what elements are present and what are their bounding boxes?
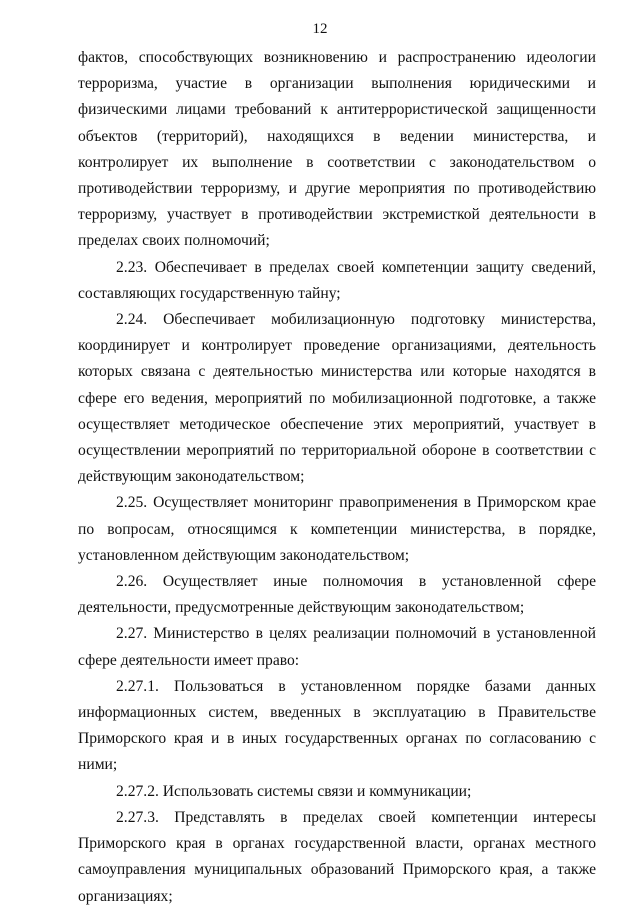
document-body [78, 45, 596, 910]
paragraph-2-27: 2.27. Министерство в целях реализации полномочий в установленной сфере деятельности имеет право: [78, 625, 596, 669]
paragraph-continuation: фактов, способствующих возникновению и распространению идеологии терроризма, участие в организации выполнения юридическими и физическими лицами требований к антитеррористической защищенности объектов (территорий), находящихся в ведении министерства, и контролирует их выполнение в соответствии с законодательством о противодействии терроризму, и другие мероприятия по противодействию терроризму, участвует в противодействии экстремисткой деятельности в пределах своих полномочий; [78, 49, 596, 250]
paragraph-2-27-3: 2.27.3. Представлять в пределах своей компетенции интересы Приморского края в органах государственной власти, органах местного самоуправления муниципальных образований Приморского края, а также организациях; [78, 808, 596, 905]
paragraph-2-24: 2.24. Обеспечивает мобилизационную подготовку министерства, координирует и контролирует проведение организациями, деятельность которых связана с деятельностью министерства или которые находятся в сфере его ведения, мероприятий по мобилизационной подготовке, а также осуществляет методическое обеспечение этих мероприятий, участвует в осуществлении мероприятий по территориальной обороне в соответствии с действующим законодательством; [78, 311, 596, 486]
paragraph-2-27-2: 2.27.2. Использовать системы связи и коммуникации; [116, 782, 472, 800]
paragraph-2-25: 2.25. Осуществляет мониторинг правоприменения в Приморском крае по вопросам, относящимся к компетенции министерства, в порядке, установленном действующим законодательством; [78, 494, 596, 564]
paragraph-2-27-1: 2.27.1. Пользоваться в установленном порядке базами данных информационных систем, введенных в эксплуатацию в Правительстве Приморского края и в иных государственных органах по согласованию с ними; [78, 677, 596, 774]
page-number: 12 [312, 21, 328, 37]
paragraph-2-26: 2.26. Осуществляет иные полномочия в установленной сфере деятельности, предусмотренные действующим законодательством; [78, 573, 596, 617]
paragraph-2-23: 2.23. Обеспечивает в пределах своей компетенции защиту сведений, составляющих государственную тайну; [78, 258, 596, 302]
